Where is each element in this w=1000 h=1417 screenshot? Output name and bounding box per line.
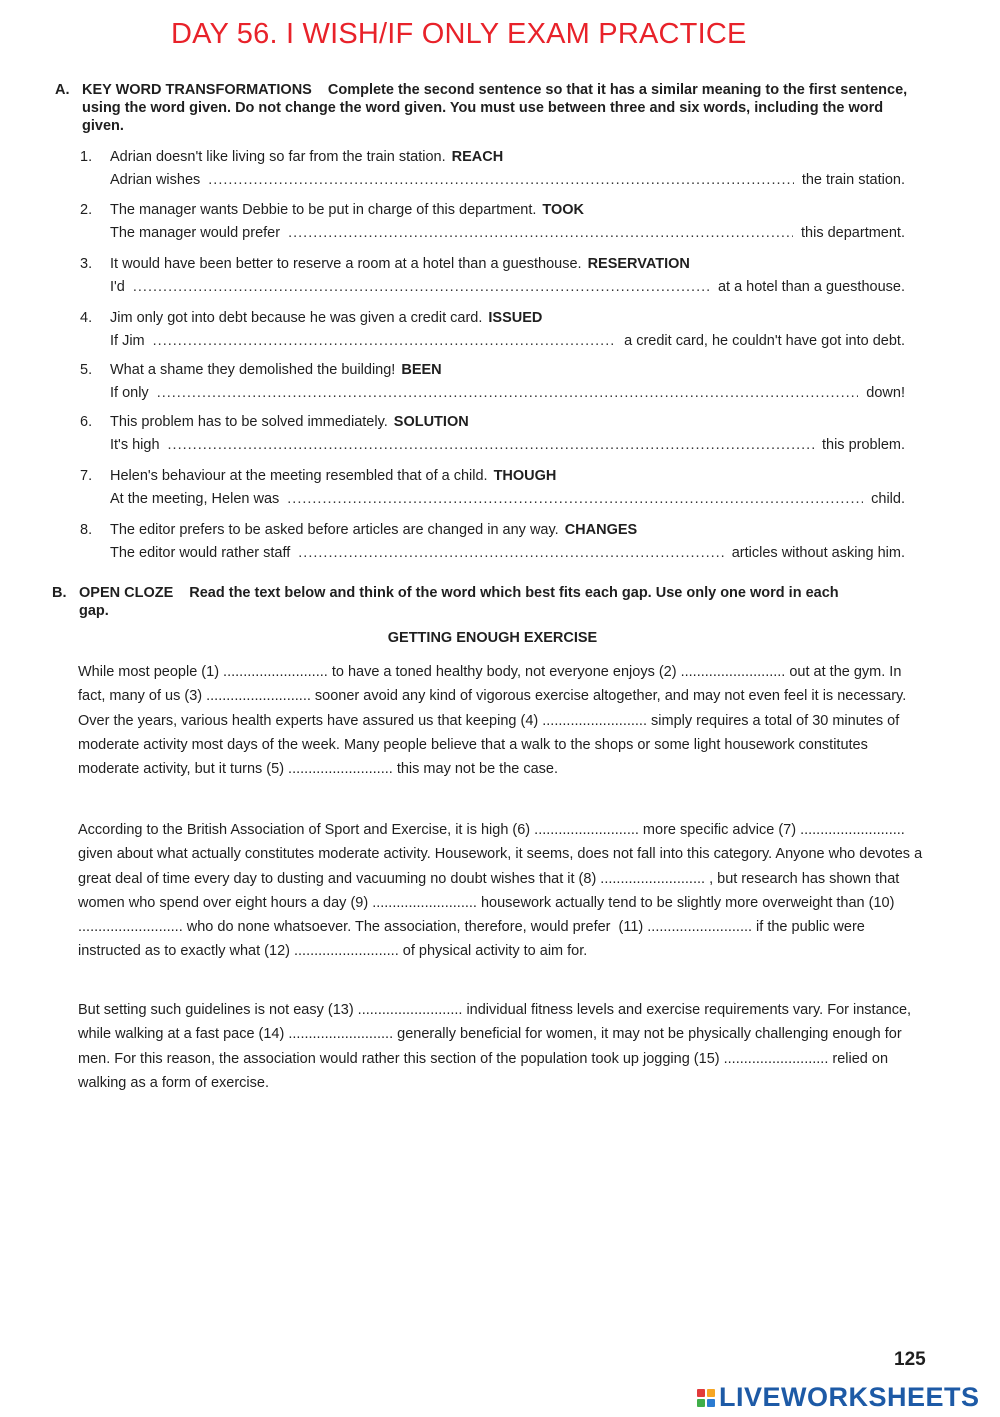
item-sentence — [110, 414, 469, 430]
item-sentence — [110, 362, 442, 378]
item-answer-line — [110, 385, 905, 401]
item-sentence-text: What a shame they demolished the building! — [110, 362, 396, 378]
page-title: DAY 56. I WISH/IF ONLY EXAM PRACTICE — [171, 18, 747, 50]
section-a-letter: A. — [55, 82, 70, 98]
item-answer-end: this problem. — [821, 437, 905, 453]
item-sentence — [110, 256, 690, 272]
section-b-header — [52, 584, 872, 620]
item-number: 8. — [80, 522, 93, 538]
item-number: 4. — [80, 310, 93, 326]
item-answer-end: child. — [871, 491, 905, 507]
item-answer-line — [110, 545, 905, 561]
item-sentence-text: Jim only got into debt because he was given a credit card. — [110, 310, 483, 326]
answer-blank[interactable] — [298, 545, 723, 561]
item-number: 3. — [80, 256, 93, 272]
answer-blank[interactable] — [208, 172, 794, 188]
item-keyword: TOOK — [542, 202, 585, 218]
item-keyword: CHANGES — [564, 522, 638, 538]
logo-wordmark: LIVEWORKSHEETS — [719, 1382, 980, 1412]
item-sentence — [110, 522, 637, 538]
cloze-text-title: GETTING ENOUGH EXERCISE — [387, 630, 598, 646]
cloze-paragraph-1-text: While most people (1) .......................... to have a toned healthy body, not everyone enjoys (2) .......................... out at the gym. In fact, many of us (3) .......................... sooner avoid any kind of vigorous exercise altogether, and may not even feel it is necessary. Over the years, various health experts have assured us that keeping (4) .......................... simply requires a total of 30 minutes of moderate activity most days of the week. Many people believe that a walk to the shops or some light housework constitutes moderate activity, but it turns (5) .......................... this may not be the case. — [78, 664, 911, 778]
item-answer-end: at a hotel than a guesthouse. — [717, 279, 905, 295]
item-answer-end: a credit card, he couldn't have got into debt. — [624, 333, 905, 349]
section-a-header — [55, 81, 915, 135]
item-sentence-text: This problem has to be solved immediately. — [110, 414, 388, 430]
item-answer-line — [110, 333, 905, 349]
item-answer-end: articles without asking him. — [731, 545, 905, 561]
item-answer-start: If Jim — [110, 333, 145, 349]
item-answer-start: I'd — [110, 279, 125, 295]
answer-blank[interactable] — [157, 385, 859, 401]
item-keyword: BEEN — [401, 362, 442, 378]
answer-blank[interactable] — [153, 333, 616, 349]
answer-blank[interactable] — [133, 279, 710, 295]
section-a-instructions: Complete the second sentence so that it has a similar meaning to the first sentence, using the word given. Do not change the word given. You must use between three and six words, including the word given. — [82, 82, 908, 134]
item-number: 5. — [80, 362, 93, 378]
cloze-paragraph-1 — [78, 660, 928, 781]
cloze-paragraph-3-text: But setting such guidelines is not easy (13) .......................... individual fitness levels and exercise requirements vary. For instance, while walking at a fast pace (14) .......................... generally beneficial for women, it may not be physically challenging enough for men. For this reason, the association would rather this section of the population took up jogging (15) .......................... relied on walking as a form of exercise. — [78, 1002, 916, 1091]
cloze-paragraph-2-text: According to the British Association of Sport and Exercise, it is high (6) .......................... more specific advice (7) .......................... given about what actually constitutes moderate activity. Housework, it seems, does not fall into this category. Anyone who devotes a great deal of time every day to dusting and vacuuming no doubt wishes that it (8) .......................... , but research has shown that women who spend over eight hours a day (9) .......................... housework actually tend to be slightly more overweight than (10) .......................... who do none whatsoever. The association, therefore, would prefer (11) .......................... if the public were instructed as to exactly what (12) .......................... of physical activity to aim for. — [78, 822, 927, 960]
item-sentence-text: Helen's behaviour at the meeting resembled that of a child. — [110, 468, 488, 484]
item-number: 2. — [80, 202, 93, 218]
section-b-letter: B. — [52, 585, 67, 601]
item-number: 6. — [80, 414, 93, 430]
item-keyword: SOLUTION — [393, 414, 469, 430]
section-a-instructions-block — [82, 81, 915, 135]
answer-blank[interactable] — [288, 225, 793, 241]
item-sentence-text: Adrian doesn't like living so far from the train station. — [110, 149, 446, 165]
item-answer-end: this department. — [801, 225, 905, 241]
item-keyword: ISSUED — [488, 310, 543, 326]
item-sentence — [110, 149, 503, 165]
item-answer-start: It's high — [110, 437, 160, 453]
item-answer-start: At the meeting, Helen was — [110, 491, 280, 507]
logo-mark-icon — [697, 1389, 715, 1407]
item-answer-start: The editor would rather staff — [110, 545, 291, 561]
section-b-instructions-block — [79, 584, 872, 620]
item-sentence-text: It would have been better to reserve a room at a hotel than a guesthouse. — [110, 256, 582, 272]
item-answer-start: If only — [110, 385, 149, 401]
item-answer-line — [110, 437, 905, 453]
item-answer-line — [110, 491, 905, 507]
item-sentence — [110, 468, 556, 484]
answer-blank[interactable] — [287, 491, 863, 507]
item-answer-line — [110, 279, 905, 295]
section-b-heading: OPEN CLOZE — [79, 585, 174, 601]
cloze-paragraph-3 — [78, 998, 928, 1095]
liveworksheets-logo — [697, 1382, 980, 1413]
item-sentence-text: The manager wants Debbie to be put in charge of this department. — [110, 202, 537, 218]
item-sentence-text: The editor prefers to be asked before articles are changed in any way. — [110, 522, 559, 538]
item-sentence — [110, 202, 584, 218]
item-answer-start: Adrian wishes — [110, 172, 201, 188]
page-number: 125 — [894, 1349, 926, 1370]
cloze-paragraph-2 — [78, 818, 928, 964]
item-number: 1. — [80, 149, 93, 165]
item-answer-start: The manager would prefer — [110, 225, 281, 241]
section-b-instructions: Read the text below and think of the word which best fits each gap. Use only one word in each gap. — [79, 585, 839, 619]
item-keyword: REACH — [451, 149, 504, 165]
section-a-heading: KEY WORD TRANSFORMATIONS — [82, 82, 312, 98]
item-keyword: RESERVATION — [587, 256, 690, 272]
item-sentence — [110, 310, 542, 326]
item-keyword: THOUGH — [493, 468, 557, 484]
item-answer-line — [110, 225, 905, 241]
item-number: 7. — [80, 468, 93, 484]
item-answer-end: down! — [866, 385, 905, 401]
item-answer-line — [110, 172, 905, 188]
answer-blank[interactable] — [168, 437, 814, 453]
item-answer-end: the train station. — [801, 172, 905, 188]
